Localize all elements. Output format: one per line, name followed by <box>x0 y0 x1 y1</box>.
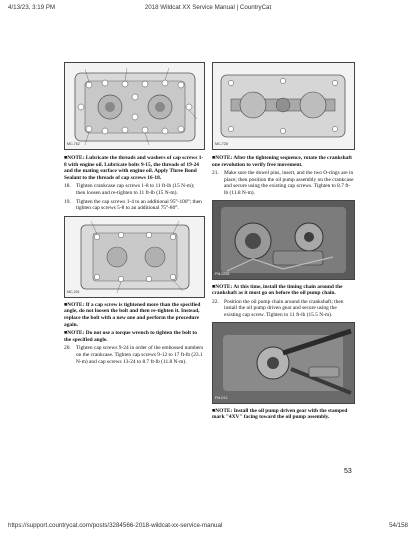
figure-id: FM-0258 <box>215 271 230 276</box>
driven-gear-photo <box>213 323 354 403</box>
page-url: https://support.countrycat.com/posts/3284566-2018-wildcat-xx-service-manual <box>8 522 223 529</box>
left-column <box>64 62 204 367</box>
note-rotate-crankshaft: ■NOTE: After the tightening sequence, rotate the crankshaft one revolution to verify free movement. <box>212 155 352 168</box>
step-19: 19. Tighten the cap screws 1-4 to an additional 95°-100°; then tighten cap screws 5-8 to an additional 75°-80°. <box>64 198 202 212</box>
note-4xv-mark: ■NOTE: Install the oil pump driven gear with the stamped mark "4XV" facing toward the oil pump assembly. <box>212 407 348 421</box>
step-20: 20. Tighten cap screws 9-24 in order of the embossed numbers on the crankcase. Tighten cap screws 9-12 to 17 ft-lb (23.1 N-m) and cap screws 13-24 to 8.7 ft-lb (11.8 N-m). <box>64 345 204 365</box>
crankcase-diagram <box>65 63 204 149</box>
right-column <box>212 62 354 423</box>
browser-footer <box>8 522 408 532</box>
crankshaft-diagram <box>213 63 354 149</box>
note-angle: ■NOTE: If a cap screw is tightened more than the specified angle, do not loosen the bolt and then re-tighten it. Instead, replace the bolt with a new one and perform the procedure again. <box>64 301 201 328</box>
note-lubricate: ■NOTE: Lubricate the threads and washers of cap screws 1-8 with engine oil. Lubricate bolts 9-15, the threads of 19-24 and the mating surface with engine oil. Apply Three Bond Sealant to the threads of cap screws 16-18. <box>64 155 204 181</box>
figure-crankcase-bolt-sequence <box>64 62 205 150</box>
page-count: 54/158 <box>389 522 408 529</box>
note-timing-chain: ■NOTE: At this time, install the timing chain around the crankshaft as it must go on before the oil pump chain. <box>212 283 343 297</box>
figure-id: MC-201 <box>67 290 80 295</box>
figure-id: MC-728 <box>215 142 228 147</box>
browser-header <box>8 4 408 14</box>
crankcase-angle-diagram <box>65 217 204 297</box>
photo-oil-pump-driven-gear <box>212 322 355 404</box>
note-torque-wrench: ■NOTE: Do not use a torque wrench to tighten the bolt to the specified angle. <box>64 330 197 343</box>
print-datetime: 4/13/23, 3:19 PM <box>8 4 56 11</box>
figure-id: MC-762 <box>67 142 80 147</box>
photo-oil-pump-assembly <box>212 200 355 280</box>
figure-id: FM-013 <box>215 395 228 400</box>
page-title: 2018 Wildcat XX Service Manual | CountryCat <box>144 4 272 11</box>
step-22: 22. Position the oil pump chain around the crankshaft; then install the oil pump driven gear and secure using the existing cap screw. Tighten to 11 ft-lb (15.5 N-m). <box>212 298 344 318</box>
page-number: 53 <box>344 468 352 475</box>
oil-pump-photo <box>213 201 354 279</box>
figure-crankshaft <box>212 62 355 150</box>
step-18: 18. Tighten crankcase cap screws 1-8 to 11 ft-lb (15 N-m); then loosen and re-tighten to 11 ft-lb (15 N-m). <box>64 183 195 196</box>
figure-crankcase-angle <box>64 216 205 298</box>
step-21: 21. Make sure the dowel pins, insert, and the two O-rings are in place; then position the oil pump assembly on the crankcase and secure using the existing cap screws. Tighten to 8.7 ft-lb (11.8 N-m). <box>212 170 354 196</box>
